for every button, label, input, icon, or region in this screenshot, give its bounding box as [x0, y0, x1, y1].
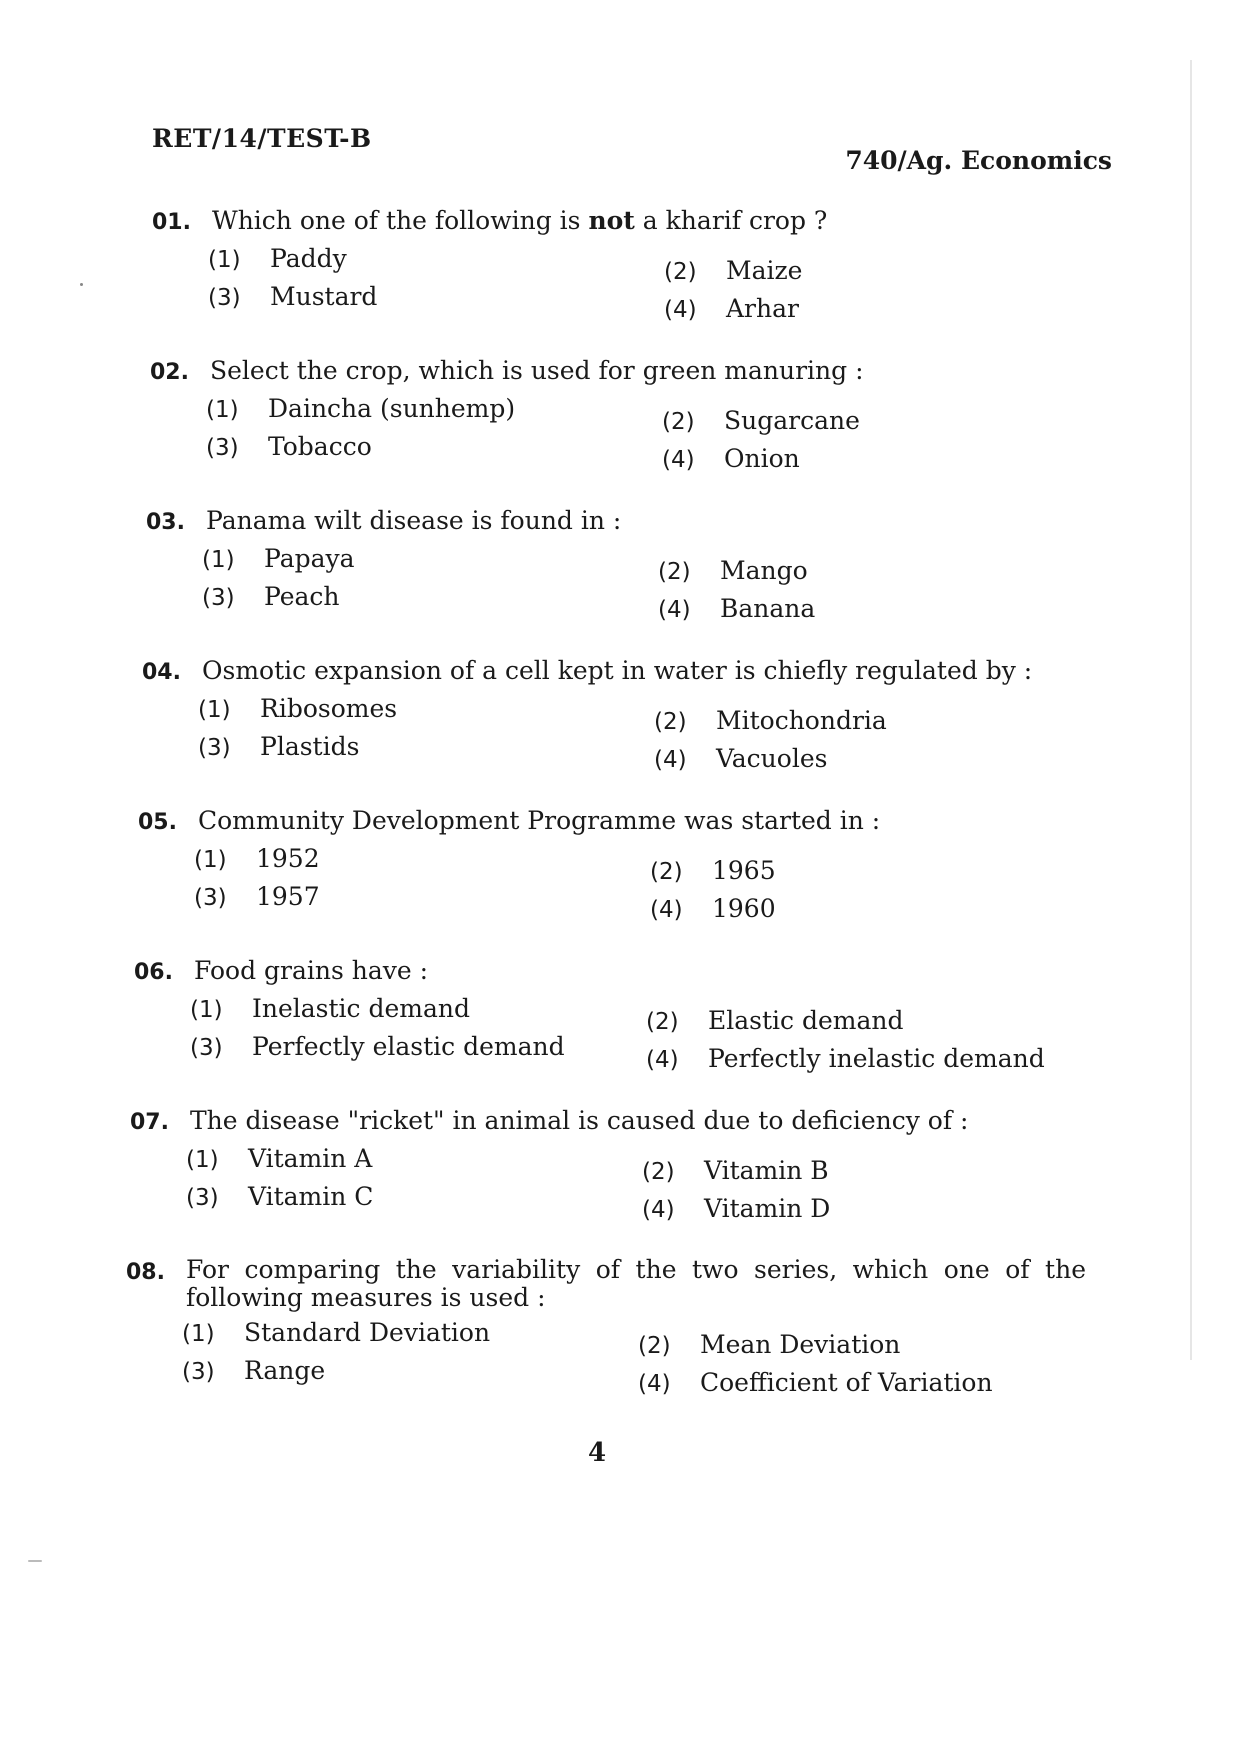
question-6 — [134, 956, 1094, 1074]
question-2 — [150, 356, 1090, 474]
option-4: (4) Perfectly inelastic demand — [646, 1044, 1045, 1073]
option-2: (2) Mitochondria — [654, 706, 887, 735]
question-8 — [126, 1256, 1086, 1398]
options — [152, 244, 1092, 324]
option-2: (2) Mean Deviation — [638, 1330, 901, 1359]
question-number: 03. — [146, 510, 185, 535]
option-2: (2) Maize — [664, 256, 803, 285]
options — [142, 694, 1102, 774]
question-3 — [146, 506, 1086, 624]
option-2: (2) Elastic demand — [646, 1006, 904, 1035]
option-3: (3) 1957 — [194, 882, 320, 911]
option-1: (1) Vitamin A — [186, 1144, 373, 1173]
question-text: Panama wilt disease is found in : — [206, 506, 622, 535]
option-3: (3) Vitamin C — [186, 1182, 374, 1211]
paper-code: RET/14/TEST-B — [152, 124, 372, 153]
question-number: 05. — [138, 810, 177, 835]
question-number: 08. — [126, 1260, 165, 1285]
scan-speck — [28, 1560, 42, 1562]
option-2: (2) 1965 — [650, 856, 776, 885]
emphasis-not: not — [588, 206, 635, 235]
question-text: Food grains have : — [194, 956, 429, 985]
question-text: The disease "ricket" in animal is caused due to deficiency of : — [190, 1106, 969, 1135]
question-number: 04. — [142, 660, 181, 685]
question-5 — [138, 806, 1078, 924]
option-3: (3) Range — [182, 1356, 326, 1385]
option-1: (1) Ribosomes — [198, 694, 398, 723]
question-text: Community Development Programme was started in : — [198, 806, 881, 835]
question-number: 02. — [150, 360, 189, 385]
option-1: (1) 1952 — [194, 844, 320, 873]
option-3: (3) Mustard — [208, 282, 378, 311]
question-7 — [130, 1106, 1070, 1224]
option-1: (1) Standard Deviation — [182, 1318, 491, 1347]
option-1: (1) Paddy — [208, 244, 347, 273]
option-4: (4) Vitamin D — [642, 1194, 831, 1223]
question-number: 06. — [134, 960, 173, 985]
option-4: (4) Coefficient of Variation — [638, 1368, 993, 1397]
option-3: (3) Peach — [202, 582, 340, 611]
question-4 — [142, 656, 1102, 774]
option-4: (4) Onion — [662, 444, 800, 473]
option-4: (4) Arhar — [664, 294, 799, 323]
page-number: 4 — [588, 1438, 607, 1468]
question-text: Select the crop, which is used for green manuring : — [210, 356, 864, 385]
question-1 — [152, 206, 1092, 324]
question-text: Which one of the following is not a kharif crop ? — [212, 206, 828, 235]
scan-speck — [80, 283, 83, 286]
option-3: (3) Tobacco — [206, 432, 372, 461]
option-3: (3) Plastids — [198, 732, 360, 761]
option-2: (2) Vitamin B — [642, 1156, 829, 1185]
option-2: (2) Mango — [658, 556, 808, 585]
subject-title: 740/Ag. Economics — [845, 146, 1112, 175]
options — [138, 844, 1078, 924]
question-text: For comparing the variability of the two series, which one of the following measures is used : — [186, 1255, 1086, 1312]
option-2: (2) Sugarcane — [662, 406, 860, 435]
option-1: (1) Papaya — [202, 544, 355, 573]
question-text: Osmotic expansion of a cell kept in water is chiefly regulated by : — [202, 656, 1033, 685]
option-3: (3) Perfectly elastic demand — [190, 1032, 565, 1061]
option-4: (4) 1960 — [650, 894, 776, 923]
options — [146, 544, 1086, 624]
scan-edge — [1190, 60, 1192, 1360]
option-4: (4) Banana — [658, 594, 816, 623]
option-1: (1) Daincha (sunhemp) — [206, 394, 516, 423]
option-4: (4) Vacuoles — [654, 744, 828, 773]
options — [130, 1144, 1070, 1224]
options — [150, 394, 1090, 474]
option-1: (1) Inelastic demand — [190, 994, 471, 1023]
question-number: 07. — [130, 1110, 169, 1135]
question-number: 01. — [152, 210, 191, 235]
options — [126, 1318, 1086, 1398]
options — [134, 994, 1094, 1074]
